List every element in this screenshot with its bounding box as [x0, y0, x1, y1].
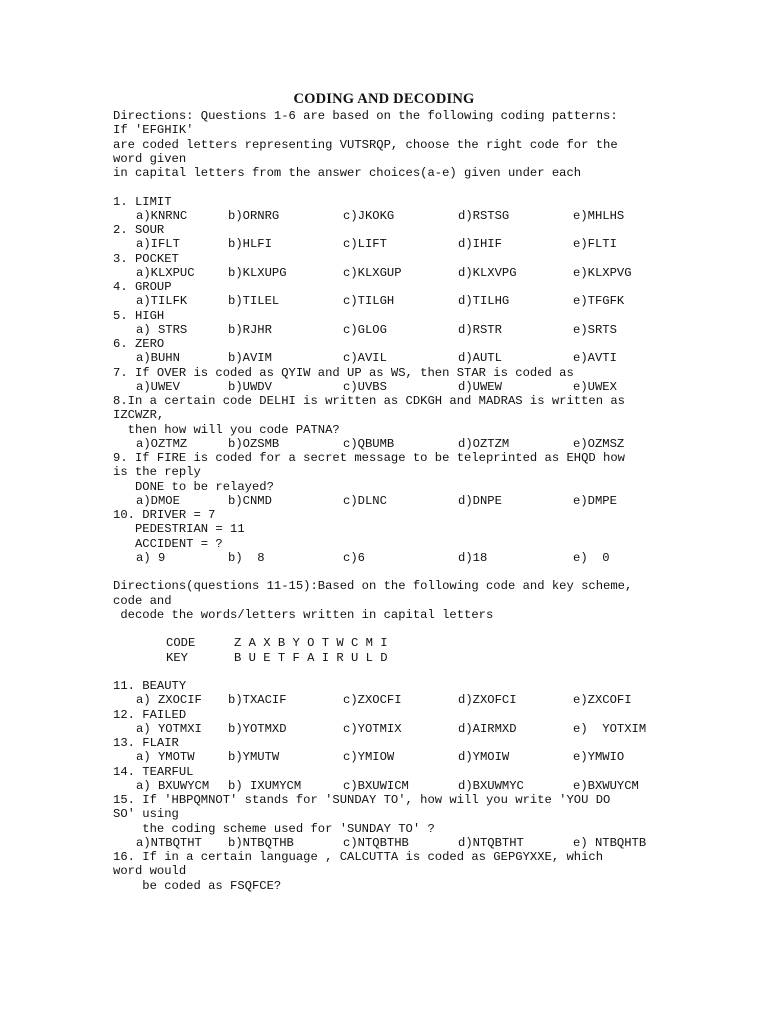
answer-option: a) ZXOCIF: [136, 693, 202, 708]
answer-option: a)NTBQTHT: [136, 835, 202, 850]
directions-line: If 'EFGHIK': [113, 123, 194, 138]
question-text: 4. GROUP: [113, 280, 172, 294]
answer-option: c)GLOG: [343, 322, 387, 337]
question-text: 13. FLAIR: [113, 736, 179, 750]
question-text: 10. DRIVER = 7: [113, 508, 216, 522]
key-label: KEY: [166, 650, 188, 665]
answer-option: d)BXUWMYC: [458, 778, 524, 793]
answer-option: d)YMOIW: [458, 750, 510, 765]
answer-option: b)NTBQTHB: [228, 835, 294, 850]
question-text: DONE to be relayed?: [113, 479, 274, 494]
answer-option: a) YOTMXI: [136, 721, 202, 736]
question-text: 6. ZERO: [113, 337, 165, 351]
question-text: 9. If FIRE is coded for a secret message to be teleprinted as EHQD how: [113, 451, 625, 465]
answer-option: e) NTBQHTB: [573, 835, 647, 850]
answer-option: d)AIRMXD: [458, 721, 517, 736]
answer-option: c)TILGH: [343, 294, 395, 309]
key-letters: B U E T F A I R U L D: [234, 650, 388, 665]
answer-option: e)UWEX: [573, 379, 617, 394]
answer-option: c)LIFT: [343, 237, 387, 252]
answer-option: c)BXUWICM: [343, 778, 409, 793]
answer-option: a)KLXPUC: [136, 265, 195, 280]
answer-option: c)JKOKG: [343, 208, 395, 223]
answer-option: e)ZXCOFI: [573, 693, 632, 708]
answer-option: d)UWEW: [458, 379, 502, 394]
directions-line: decode the words/letters written in capital letters: [113, 607, 494, 622]
answer-option: d)KLXVPG: [458, 265, 517, 280]
question-text: 2. SOUR: [113, 223, 165, 237]
question-text: PEDESTRIAN = 11: [113, 522, 245, 537]
answer-option: b)YMUTW: [228, 750, 280, 765]
question-text: the coding scheme used for 'SUNDAY TO' ?: [113, 821, 435, 836]
answer-option: e)OZMSZ: [573, 436, 625, 451]
answer-option: a) BXUWYCM: [136, 778, 210, 793]
answer-option: b)OZSMB: [228, 436, 280, 451]
answer-option: d)NTQBTHT: [458, 835, 524, 850]
question-text: 1. LIMIT: [113, 194, 172, 209]
answer-option: d)RSTSG: [458, 208, 510, 223]
question-text: 3. POCKET: [113, 251, 179, 266]
directions-line: Directions: Questions 1-6 are based on the following coding patterns:: [113, 109, 618, 123]
question-text: IZCWZR,: [113, 408, 165, 423]
answer-option: a) 9: [136, 550, 166, 565]
answer-option: b)HLFI: [228, 237, 272, 252]
answer-option: e)SRTS: [573, 322, 617, 337]
question-text: SO' using: [113, 807, 179, 822]
question-text: 7. If OVER is coded as QYIW and UP as WS, then STAR is coded as: [113, 365, 574, 380]
answer-option: e)MHLHS: [573, 208, 625, 223]
answer-option: c)AVIL: [343, 351, 387, 366]
answer-option: b)TXACIF: [228, 693, 287, 708]
answer-option: d)OZTZM: [458, 436, 510, 451]
answer-option: d)TILHG: [458, 294, 510, 309]
answer-option: a) YMOTW: [136, 750, 195, 765]
answer-option: c)ZXOCFI: [343, 693, 402, 708]
answer-option: c)QBUMB: [343, 436, 395, 451]
question-text: ACCIDENT = ?: [113, 536, 223, 551]
directions-line: in capital letters from the answer choices(a-e) given under each: [113, 166, 582, 180]
answer-option: b)CNMD: [228, 493, 272, 508]
answer-option: b) IXUMYCM: [228, 778, 302, 793]
answer-option: c)YMIOW: [343, 750, 395, 765]
answer-option: e)KLXPVG: [573, 265, 632, 280]
question-text: 16. If in a certain language , CALCUTTA is coded as GEPGYXXE, which: [113, 850, 604, 864]
answer-option: c)NTQBTHB: [343, 835, 409, 850]
answer-option: b)UWDV: [228, 379, 272, 394]
directions-line: Directions(questions 11-15):Based on the following code and key scheme,: [113, 579, 633, 594]
answer-option: b)TILEL: [228, 294, 280, 309]
answer-option: a)KNRNC: [136, 208, 188, 223]
question-text: 15. If 'HBPQMNOT' stands for 'SUNDAY TO', how will you write 'YOU DO: [113, 793, 611, 807]
answer-option: e) YOTXIM: [573, 721, 647, 736]
directions-line: are coded letters representing VUTSRQP, choose the right code for the: [113, 137, 618, 152]
question-text: be coded as FSQFCE?: [113, 878, 282, 893]
answer-option: d)18: [458, 550, 488, 565]
question-text: 11. BEAUTY: [113, 679, 187, 693]
answer-option: a)TILFK: [136, 294, 188, 309]
answer-option: c)6: [343, 550, 365, 565]
answer-option: c)KLXGUP: [343, 265, 402, 280]
answer-option: b)RJHR: [228, 322, 272, 337]
answer-option: d)DNPE: [458, 493, 502, 508]
answer-option: a)OZTMZ: [136, 436, 188, 451]
question-text: 14. TEARFUL: [113, 764, 194, 779]
code-label: CODE: [166, 636, 196, 651]
answer-option: e)TFGFK: [573, 294, 625, 309]
directions-line: code and: [113, 593, 172, 608]
answer-option: e)DMPE: [573, 493, 617, 508]
answer-option: b)ORNRG: [228, 208, 280, 223]
answer-option: a)BUHN: [136, 351, 180, 366]
answer-option: a) STRS: [136, 322, 188, 337]
question-text: 5. HIGH: [113, 308, 165, 323]
directions-line: word given: [113, 151, 187, 166]
answer-option: d)AUTL: [458, 351, 502, 366]
answer-option: a)UWEV: [136, 379, 180, 394]
question-text: 12. FAILED: [113, 707, 187, 722]
answer-option: b)YOTMXD: [228, 721, 287, 736]
answer-option: e)FLTI: [573, 237, 617, 252]
answer-option: b) 8: [228, 550, 265, 565]
answer-option: d)ZXOFCI: [458, 693, 517, 708]
question-text: is the reply: [113, 465, 201, 480]
answer-option: a)DMOE: [136, 493, 180, 508]
answer-option: d)RSTR: [458, 322, 502, 337]
answer-option: b)KLXUPG: [228, 265, 287, 280]
answer-option: a)IFLT: [136, 237, 180, 252]
answer-option: e)YMWIO: [573, 750, 625, 765]
code-letters: Z A X B Y O T W C M I: [234, 636, 388, 651]
question-text: then how will you code PATNA?: [113, 422, 340, 437]
answer-option: b)AVIM: [228, 351, 272, 366]
answer-option: e)BXWUYCM: [573, 778, 639, 793]
answer-option: c)UVBS: [343, 379, 387, 394]
answer-option: c)YOTMIX: [343, 721, 402, 736]
answer-option: e)AVTI: [573, 351, 617, 366]
answer-option: d)IHIF: [458, 237, 502, 252]
page-title: CODING AND DECODING: [293, 91, 475, 107]
answer-option: e) 0: [573, 550, 610, 565]
question-text: 8.In a certain code DELHI is written as CDKGH and MADRAS is written as: [113, 394, 625, 408]
answer-option: c)DLNC: [343, 493, 387, 508]
question-text: word would: [113, 864, 187, 879]
